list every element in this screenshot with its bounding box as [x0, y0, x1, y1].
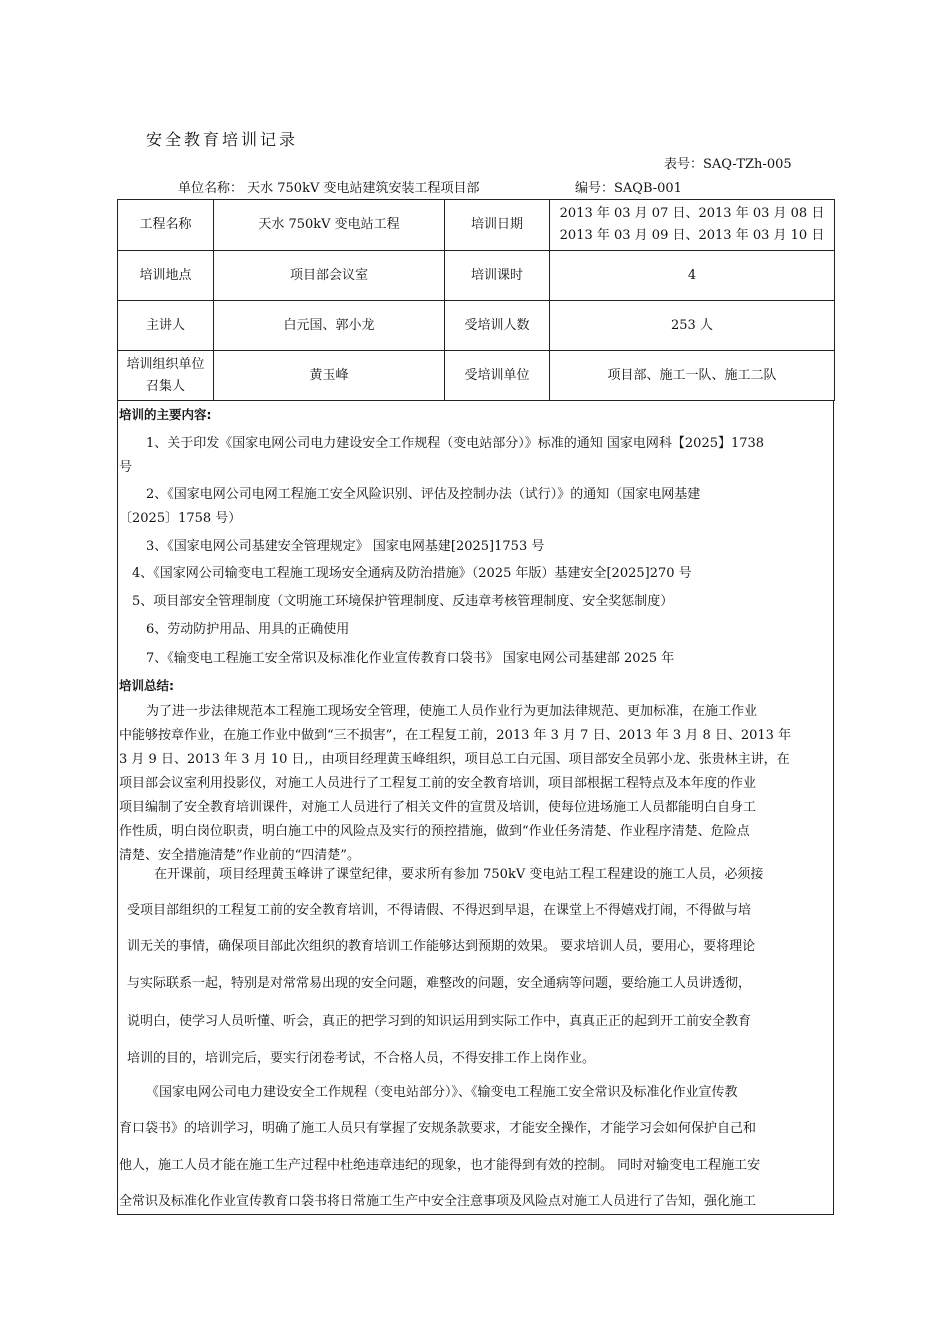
summary-p1-line-6: 作性质，明白岗位职责，明白施工中的风险点及实行的预控措施，做到“作业任务清楚、作业程序清楚、危险点 — [119, 824, 750, 839]
project-name-value: 天水 750kV 变电站工程 — [214, 200, 445, 251]
content-item-3: 3、《国家电网公司基建安全管理规定》 国家电网基建[2025]1753 号 — [146, 539, 545, 554]
summary-p2-line-6: 培训的目的，培训完后，要实行闭卷考试，不合格人员，不得安排工作上岗作业。 — [127, 1051, 596, 1066]
organizer-label — [118, 351, 214, 401]
unit-name: 单位名称： 天水 750kV 变电站建筑安装工程项目部 — [178, 181, 480, 196]
content-item-1-cont: 号 — [119, 460, 133, 475]
content-item-6: 6、劳动防护用品、用具的正确使用 — [146, 622, 350, 637]
organizer-label-line-1: 培训组织单位 — [126, 356, 205, 372]
summary-p1-line-1: 为了进一步法律规范本工程施工现场安全管理，使施工人员作业行为更加法律规范、更加标准，在施工作业 — [146, 704, 758, 719]
info-table — [117, 199, 835, 401]
summary-p1-line-3: 3 月 9 日、2013 年 3 月 10 日,，由项目经理黄玉峰组织，项目总工白元国、项目部安全员郭小龙、张贵林主讲，在 — [119, 752, 790, 767]
content-item-4: 4、《国家网公司输变电工程施工现场安全通病及防治措施》（2025 年版）基建安全[2025]270 号 — [132, 566, 692, 581]
project-name-label: 工程名称 — [118, 200, 214, 251]
training-date-line-2: 2013 年 03 月 09 日、2013 年 03 月 10 日 — [559, 228, 825, 243]
document-title: 安全教育培训记录 — [146, 130, 299, 149]
summary-p2-line-4: 与实际联系一起，特别是对常常易出现的安全问题，难整改的问题，安全通病等问题，要给施工人员讲透彻， — [127, 976, 752, 991]
trained-unit-label: 受培训单位 — [445, 351, 550, 401]
summary-p3-line-2: 育口袋书》的培训学习，明确了施工人员只有掌握了安规条款要求，才能安全操作，才能学习会如何保护自己和 — [119, 1121, 757, 1136]
content-item-2: 2、《国家电网公司电网工程施工安全风险识别、评估及控制办法（试行）》的通知（国家电网基建 — [146, 487, 701, 502]
content-item-2-cont: 〔2025〕1758 号） — [119, 511, 242, 526]
summary-heading: 培训总结: — [119, 678, 174, 693]
lecturer-label: 主讲人 — [118, 301, 214, 351]
training-place-value: 项目部会议室 — [214, 251, 445, 301]
summary-p3-line-3: 他人，施工人员才能在施工生产过程中杜绝违章违纪的现象，也才能得到有效的控制。 同时对输变电工程施工安 — [119, 1158, 761, 1173]
summary-p1-line-7: 清楚、安全措施清楚”作业前的“四清楚”。 — [119, 848, 360, 863]
summary-p1-line-4: 项目部会议室利用投影仪，对施工人员进行了工程复工前的安全教育培训，项目部根据工程特点及本年度的作业 — [119, 776, 757, 791]
trained-unit-value: 项目部、施工一队、施工二队 — [550, 351, 835, 401]
content-item-1: 1、关于印发《国家电网公司电力建设安全工作规程（变电站部分）》标准的通知 国家电网科【2025】1738 — [146, 436, 765, 451]
lecturer-value: 白元国、郭小龙 — [214, 301, 445, 351]
training-date-value — [550, 200, 835, 251]
training-hours-label: 培训课时 — [445, 251, 550, 301]
trainee-count-label: 受培训人数 — [445, 301, 550, 351]
summary-p1-line-5: 项目编制了安全教育培训课件，对施工人员进行了相关文件的宣贯及培训，使每位进场施工人员都能明白自身工 — [119, 800, 757, 815]
training-hours-value: 4 — [550, 251, 835, 301]
summary-p2-line-3: 训无关的事情，确保项目部此次组织的教育培训工作能够达到预期的效果。 要求培训人员，要用心，要将理论 — [127, 939, 756, 954]
training-date-label: 培训日期 — [445, 200, 550, 251]
content-item-7: 7、《输变电工程施工安全常识及标准化作业宣传教育口袋书》 国家电网公司基建部 2025 年 — [146, 651, 675, 666]
content-item-5: 5、项目部安全管理制度（文明施工环境保护管理制度、反违章考核管理制度、安全奖惩制度） — [132, 594, 674, 609]
summary-p1-line-2: 中能够按章作业，在施工作业中做到“三不损害”，在工程复工前，2013 年 3 月 7 日、2013 年 3 月 8 日、2013 年 — [119, 728, 792, 743]
main-content-heading: 培训的主要内容: — [119, 407, 212, 422]
training-date-line-1: 2013 年 03 月 07 日、2013 年 03 月 08 日 — [559, 206, 825, 221]
summary-p2-line-1: 在开课前，项目经理黄玉峰讲了课堂纪律，要求所有参加 750kV 变电站工程工程建设的施工人员，必须接 — [154, 867, 764, 882]
summary-p2-line-2: 受项目部组织的工程复工前的安全教育培训，不得请假、不得迟到早退，在课堂上不得嬉戏打闹，不得做与培 — [127, 903, 752, 918]
organizer-label-line-2: 召集人 — [145, 378, 185, 394]
summary-p3-line-4: 全常识及标准化作业宣传教育口袋书将日常施工生产中安全注意事项及风险点对施工人员进行了告知，强化施工 — [119, 1194, 757, 1209]
form-number: 表号：SAQ-TZh-005 — [664, 157, 792, 172]
content-box — [117, 400, 834, 1215]
organizer-value: 黄玉峰 — [214, 351, 445, 401]
summary-p3-line-1: 《国家电网公司电力建设安全工作规程（变电站部分）》、《输变电工程施工安全常识及标准化作业宣传教 — [146, 1085, 738, 1100]
training-place-label: 培训地点 — [118, 251, 214, 301]
serial-number: 编号：SAQB-001 — [575, 181, 682, 196]
trainee-count-value: 253 人 — [550, 301, 835, 351]
summary-p2-line-5: 说明白，使学习人员听懂、听会，真正的把学习到的知识运用到实际工作中，真真正正的起到开工前安全教育 — [127, 1014, 752, 1029]
